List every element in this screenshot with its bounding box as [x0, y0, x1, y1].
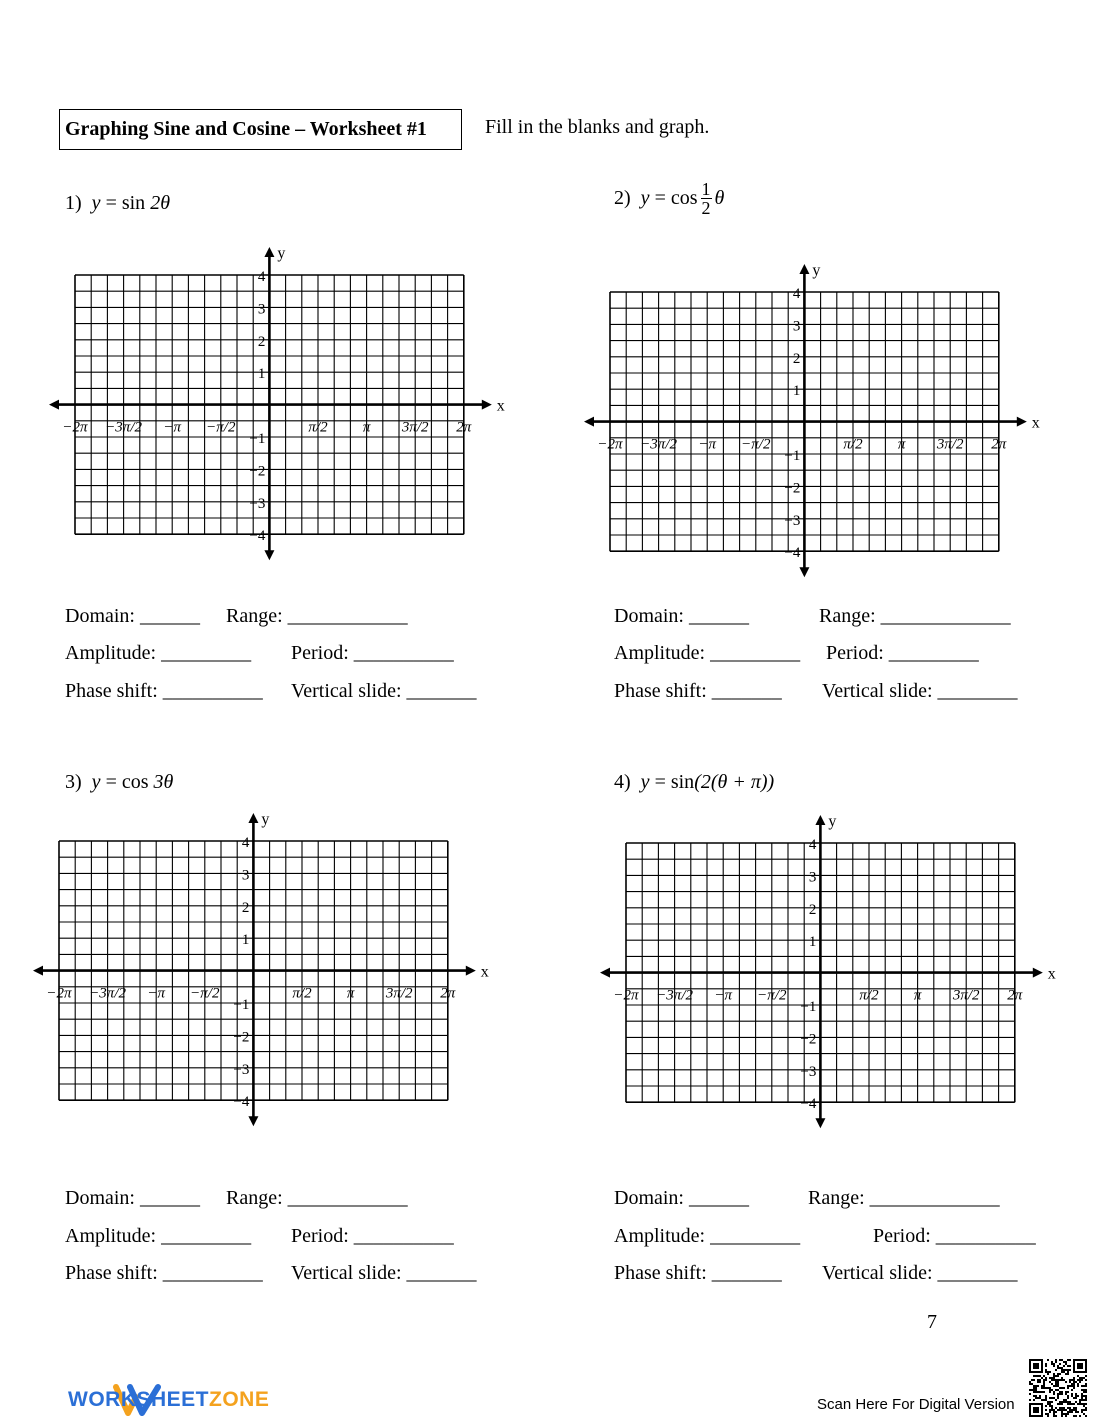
- y-tick-label: −2: [800, 1031, 817, 1048]
- y-axis-down-arrow-icon: [248, 1116, 258, 1126]
- amplitude-blank[interactable]: Amplitude: _________: [614, 1225, 801, 1247]
- worksheet-title: Graphing Sine and Cosine – Worksheet #1: [59, 109, 462, 150]
- phase-shift-blank[interactable]: Phase shift: _______: [614, 680, 782, 702]
- eq-fn: sin: [670, 771, 695, 793]
- x-tick-label: −3π/2: [656, 987, 694, 1004]
- phase-shift-blank[interactable]: Phase shift: __________: [65, 1262, 263, 1284]
- y-tick-label: 4: [808, 837, 817, 853]
- y-tick-label: −2: [233, 1029, 250, 1046]
- domain-blank[interactable]: Domain: ______: [65, 605, 200, 627]
- range-blank[interactable]: Range: _____________: [819, 605, 1011, 627]
- graph-problem-1: [45, 240, 515, 570]
- eq-lhs: y: [91, 771, 101, 793]
- x-axis-label: x: [1031, 414, 1040, 432]
- vertical-slide-blank[interactable]: Vertical slide: _______: [291, 680, 477, 702]
- vertical-slide-blank[interactable]: Vertical slide: _______: [291, 1262, 477, 1284]
- period-blank[interactable]: Period: _________: [826, 642, 979, 664]
- problem-4-label: [614, 771, 774, 794]
- y-tick-label: −4: [249, 528, 266, 545]
- y-tick-label: −3: [784, 512, 801, 529]
- period-blank[interactable]: Period: __________: [873, 1225, 1036, 1247]
- y-tick-label: −3: [800, 1063, 817, 1080]
- x-tick-label: −π: [714, 987, 733, 1004]
- instructions: Fill in the blanks and graph.: [485, 116, 710, 138]
- x-tick-label: −2π: [46, 985, 72, 1002]
- y-tick-label: −2: [249, 463, 266, 480]
- x-tick-label: −π/2: [206, 419, 236, 436]
- x-axis-label: x: [1047, 965, 1056, 983]
- y-tick-label: 4: [241, 835, 250, 851]
- y-tick-label: 1: [257, 366, 266, 383]
- period-blank[interactable]: Period: __________: [291, 1225, 454, 1247]
- x-tick-label: −3π/2: [105, 419, 143, 436]
- fraction-numerator: 1: [701, 179, 711, 199]
- y-tick-label: 1: [808, 934, 817, 951]
- problem-2-label: [614, 180, 724, 217]
- graph-problem-3: [29, 806, 499, 1136]
- x-axis-label: x: [496, 397, 505, 415]
- problem-1-label: [65, 192, 170, 215]
- x-axis-label: x: [480, 963, 489, 981]
- amplitude-blank[interactable]: Amplitude: _________: [614, 642, 801, 664]
- amplitude-blank[interactable]: Amplitude: _________: [65, 642, 252, 664]
- range-blank[interactable]: Range: _____________: [808, 1187, 1000, 1209]
- y-axis-label: y: [261, 811, 270, 828]
- eq-lhs: y: [640, 771, 650, 793]
- page-number: 7: [927, 1311, 937, 1333]
- fraction: [701, 180, 712, 217]
- y-tick-label: 1: [792, 383, 801, 400]
- eq-rest: (2(θ + π)): [694, 771, 775, 793]
- x-axis-right-arrow-icon: [1033, 968, 1043, 978]
- amplitude-blank[interactable]: Amplitude: _________: [65, 1225, 252, 1247]
- y-axis-down-arrow-icon: [815, 1118, 825, 1128]
- x-tick-label: −2π: [613, 987, 639, 1004]
- x-axis-right-arrow-icon: [482, 400, 492, 410]
- y-axis-label: y: [828, 813, 837, 830]
- x-tick-label: π: [362, 419, 371, 436]
- range-blank[interactable]: Range: ____________: [226, 1187, 408, 1209]
- x-tick-label: π: [913, 987, 922, 1004]
- y-tick-label: −3: [249, 495, 266, 512]
- x-tick-label: −π/2: [757, 987, 787, 1004]
- x-tick-label: 3π/2: [952, 987, 980, 1004]
- y-axis-down-arrow-icon: [264, 550, 274, 560]
- y-tick-label: 2: [792, 350, 801, 367]
- equation: [641, 771, 775, 793]
- x-tick-label: 3π/2: [401, 419, 429, 436]
- x-axis-left-arrow-icon: [600, 968, 610, 978]
- x-tick-label: 3π/2: [936, 436, 964, 453]
- x-axis-left-arrow-icon: [584, 417, 594, 427]
- fraction-denominator: 2: [701, 198, 711, 218]
- x-tick-label: 2π: [440, 985, 456, 1002]
- y-axis-up-arrow-icon: [264, 247, 274, 257]
- eq-fn: cos: [121, 771, 149, 793]
- x-tick-label: −3π/2: [640, 436, 678, 453]
- period-blank[interactable]: Period: __________: [291, 642, 454, 664]
- x-axis-right-arrow-icon: [466, 966, 476, 976]
- domain-blank[interactable]: Domain: ______: [614, 1187, 749, 1209]
- y-tick-label: −4: [784, 545, 801, 562]
- x-tick-label: −π/2: [190, 985, 220, 1002]
- y-tick-label: 4: [257, 269, 266, 285]
- eq-fn: cos: [670, 187, 698, 209]
- x-tick-label: π/2: [308, 419, 328, 436]
- eq-op: =: [654, 771, 666, 793]
- x-tick-label: π: [897, 436, 906, 453]
- range-blank[interactable]: Range: ____________: [226, 605, 408, 627]
- problem-number: 4): [614, 771, 631, 793]
- y-tick-label: −4: [800, 1096, 817, 1113]
- y-tick-label: −1: [249, 431, 266, 447]
- eq-lhs: y: [640, 187, 650, 209]
- eq-op: =: [654, 187, 666, 209]
- x-tick-label: −π/2: [741, 436, 771, 453]
- y-tick-label: −3: [233, 1061, 250, 1078]
- y-tick-label: 1: [241, 932, 250, 949]
- problem-3-label: [65, 771, 173, 794]
- eq-op: =: [105, 192, 117, 214]
- x-axis-left-arrow-icon: [33, 966, 43, 976]
- y-axis-down-arrow-icon: [799, 567, 809, 577]
- x-tick-label: 3π/2: [385, 985, 413, 1002]
- problem-number: 3): [65, 771, 82, 793]
- y-tick-label: 3: [257, 301, 266, 318]
- y-tick-label: −1: [233, 997, 250, 1013]
- x-tick-label: π/2: [292, 985, 312, 1002]
- eq-op: =: [105, 771, 117, 793]
- y-tick-label: −1: [784, 448, 801, 464]
- x-tick-label: 2π: [991, 436, 1007, 453]
- x-tick-label: π/2: [843, 436, 863, 453]
- x-tick-label: π/2: [859, 987, 879, 1004]
- x-tick-label: −3π/2: [89, 985, 127, 1002]
- y-tick-label: 2: [241, 899, 250, 916]
- y-axis-up-arrow-icon: [248, 813, 258, 823]
- x-tick-label: 2π: [1007, 987, 1023, 1004]
- y-tick-label: −4: [233, 1094, 250, 1111]
- y-axis-label: y: [277, 245, 286, 262]
- y-tick-label: 2: [257, 333, 266, 350]
- qr-code-icon[interactable]: [1029, 1359, 1087, 1417]
- phase-shift-blank[interactable]: Phase shift: __________: [65, 680, 263, 702]
- brand-name: [68, 1388, 269, 1412]
- y-axis-up-arrow-icon: [799, 264, 809, 274]
- equation: [92, 192, 170, 214]
- brand-part-2: ZONE: [209, 1388, 270, 1411]
- y-tick-label: 3: [241, 867, 250, 884]
- equation: [92, 771, 174, 793]
- eq-rest: 2θ: [150, 192, 171, 214]
- x-tick-label: −π: [698, 436, 717, 453]
- x-tick-label: −2π: [62, 419, 88, 436]
- x-axis-right-arrow-icon: [1017, 417, 1027, 427]
- y-axis-label: y: [812, 262, 821, 279]
- x-tick-label: −π: [163, 419, 182, 436]
- x-axis-left-arrow-icon: [49, 400, 59, 410]
- eq-rest: 3θ: [153, 771, 174, 793]
- x-tick-label: π: [346, 985, 355, 1002]
- graph-problem-4: [596, 808, 1066, 1138]
- x-tick-label: 2π: [456, 419, 472, 436]
- eq-rest: θ: [714, 187, 725, 209]
- y-tick-label: 3: [808, 869, 817, 886]
- y-tick-label: 3: [792, 318, 801, 335]
- phase-shift-blank[interactable]: Phase shift: _______: [614, 1262, 782, 1284]
- eq-fn: sin: [121, 192, 146, 214]
- graph-problem-2: [580, 257, 1050, 587]
- domain-blank[interactable]: Domain: ______: [65, 1187, 200, 1209]
- scan-instructions: Scan Here For Digital Version: [817, 1396, 1015, 1413]
- x-tick-label: −2π: [597, 436, 623, 453]
- equation: [641, 187, 698, 209]
- problem-number: 2): [614, 187, 631, 209]
- brand-part-1: WORKSHEET: [68, 1388, 209, 1411]
- y-tick-label: 4: [792, 286, 801, 302]
- problem-number: 1): [65, 192, 82, 214]
- vertical-slide-blank[interactable]: Vertical slide: ________: [822, 1262, 1018, 1284]
- y-tick-label: −2: [784, 480, 801, 497]
- vertical-slide-blank[interactable]: Vertical slide: ________: [822, 680, 1018, 702]
- eq-lhs: y: [91, 192, 101, 214]
- y-tick-label: 2: [808, 901, 817, 918]
- y-tick-label: −1: [800, 999, 817, 1015]
- x-tick-label: −π: [147, 985, 166, 1002]
- y-axis-up-arrow-icon: [815, 815, 825, 825]
- domain-blank[interactable]: Domain: ______: [614, 605, 749, 627]
